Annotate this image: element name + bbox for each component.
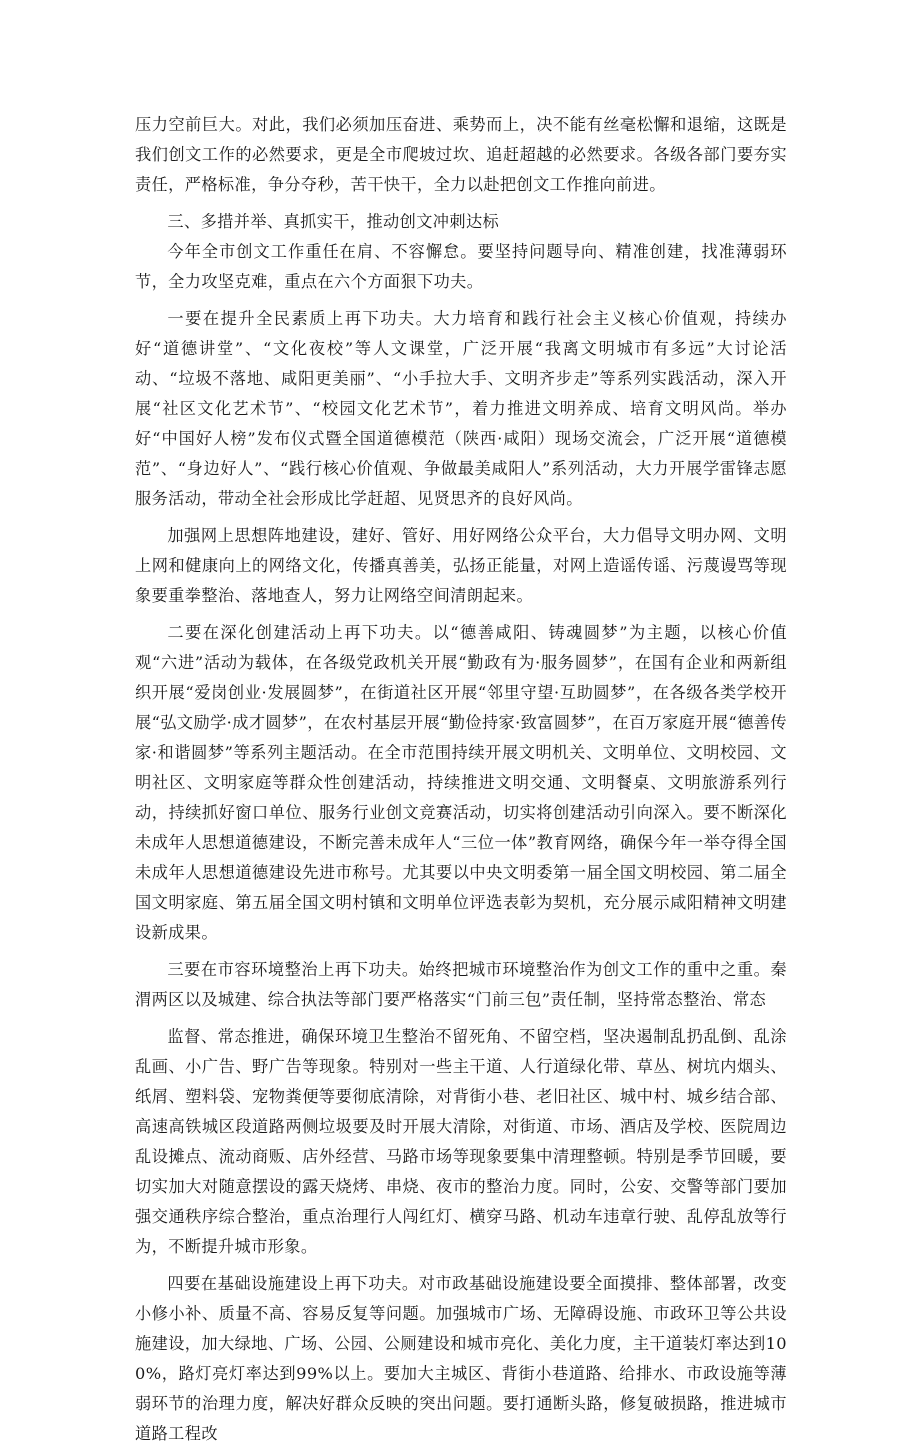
- paragraph-point-three: 三要在市容环境整治上再下功夫。始终把城市环境整治作为创文工作的重中之重。秦渭两区以及城建、综合执法等部门要严格落实“门前三包”责任制，坚持常态整治、常态: [135, 960, 787, 1009]
- paragraph-point-one: 一要在提升全民素质上再下功夫。大力培育和践行社会主义核心价值观，持续办好“道德讲堂”、“文化夜校”等人文课堂，广泛开展“我离文明城市有多远”大讨论活动、“垃圾不落地、咸阳更美丽”、“小手拉大手、文明齐步走”等系列实践活动，深入开展“社区文化艺术节”、“校园文化艺术节”，着力推进文明养成、培育文明风尚。举办好“中国好人榜”发布仪式暨全国道德模范（陕西·咸阳）现场交流会，广泛开展“道德模范”、“身边好人”、“践行核心价值观、争做最美咸阳人”系列活动，大力开展学雷锋志愿服务活动，带动全社会形成比学赶超、见贤思齐的良好风尚。: [135, 309, 787, 508]
- paragraph-point-four: 四要在基础设施建设上再下功夫。对市政基础设施建设要全面摸排、整体部署，改变小修小补、质量不高、容易反复等问题。加强城市广场、无障碍设施、市政环卫等公共设施建设，加大绿地、广场、公园、公厕建设和城市亮化、美化力度，主干道装灯率达到100%，路灯亮灯率达到99%以上。要加大主城区、背街小巷道路、给排水、市政设施等薄弱环节的治理力度，解决好群众反映的突出问题。要打通断头路，修复破损路，推进城市道路工程改: [135, 1274, 787, 1443]
- paragraph-point-two: 二要在深化创建活动上再下功夫。以“德善咸阳、铸魂圆梦”为主题，以核心价值观“六进”活动为载体，在各级党政机关开展“勤政有为·服务圆梦”，在国有企业和两新组织开展“爱岗创业·发展圆梦”，在街道社区开展“邻里守望·互助圆梦”，在各级各类学校开展“弘文励学·成才圆梦”，在农村基层开展“勤俭持家·致富圆梦”，在百万家庭开展“德善传家·和谐圆梦”等系列主题活动。在全市范围持续开展文明机关、文明单位、文明校园、文明社区、文明家庭等群众性创建活动，持续推进文明交通、文明餐桌、文明旅游系列行动，持续抓好窗口单位、服务行业创文竞赛活动，切实将创建活动引向深入。要不断深化未成年人思想道德建设，不断完善未成年人“三位一体”教育网络，确保今年一举夺得全国未成年人思想道德建设先进市称号。尤其要以中央文明委第一届全国文明校园、第二届全国文明家庭、第五届全国文明村镇和文明单位评选表彰为契机，充分展示咸阳精神文明建设新成果。: [135, 623, 787, 942]
- document-page: [135, 110, 787, 1449]
- paragraph-environment: 监督、常态推进，确保环境卫生整治不留死角、不留空档，坚决遏制乱扔乱倒、乱涂乱画、小广告、野广告等现象。特别对一些主干道、人行道绿化带、草丛、树坑内烟头、纸屑、塑料袋、宠物粪便等要彻底清除，对背街小巷、老旧社区、城中村、城乡结合部、高速高铁城区段道路两侧垃圾要及时开展大清除，对街道、市场、酒店及学校、医院周边乱设摊点、流动商贩、店外经营、马路市场等现象要集中清理整顿。特别是季节回暖，要切实加大对随意摆设的露天烧烤、串烧、夜市的整治力度。同时，公安、交警等部门要加强交通秩序综合整治，重点治理行人闯红灯、横穿马路、机动车违章行驶、乱停乱放等行为，不断提升城市形象。: [135, 1027, 787, 1256]
- section-heading: 三、多措并举、真抓实干，推动创文冲刺达标: [167, 212, 500, 231]
- paragraph-continuation: 压力空前巨大。对此，我们必须加压奋进、乘势而上，决不能有丝毫松懈和退缩，这既是我们创文工作的必然要求，更是全市爬坡过坎、追赶超越的必然要求。各级各部门要夯实责任，严格标准，争分夺秒，苦干快干，全力以赴把创文工作推向前进。: [135, 115, 787, 194]
- paragraph-intro: 今年全市创文工作重任在肩、不容懈怠。要坚持问题导向、精准创建，找准薄弱环节，全力攻坚克难，重点在六个方面狠下功夫。: [135, 242, 787, 291]
- paragraph-online: 加强网上思想阵地建设，建好、管好、用好网络公众平台，大力倡导文明办网、文明上网和健康向上的网络文化，传播真善美，弘扬正能量，对网上造谣传谣、污蔑谩骂等现象要重拳整治、落地查人，努力让网络空间清朗起来。: [135, 526, 787, 605]
